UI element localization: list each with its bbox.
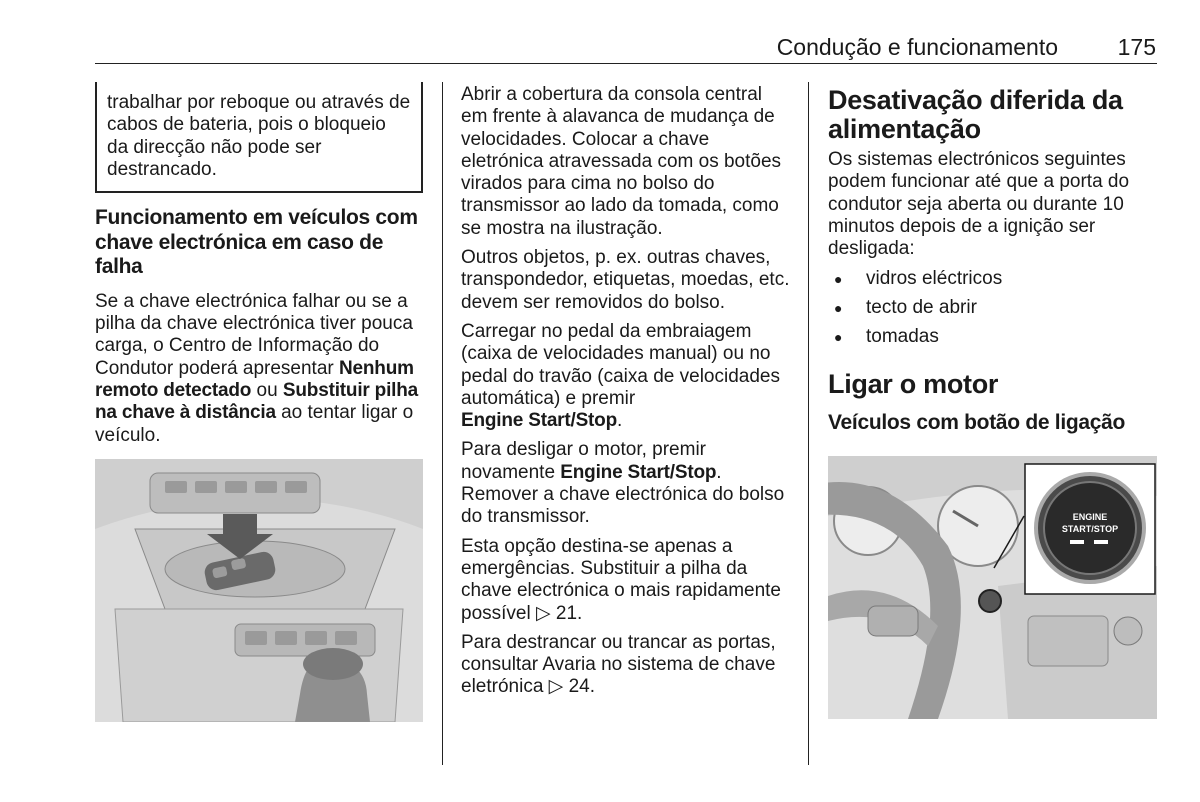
section-title: Condução e funcionamento <box>776 34 1058 60</box>
heading-start-engine: Ligar o motor <box>828 369 999 400</box>
retained-power-list <box>828 268 1158 355</box>
paragraph-remove-objects: Outros objetos, p. ex. outras chaves, transpondedor, etiquetas, moedas, etc. devem ser removidos do bolso. <box>461 247 790 313</box>
page-ref-arrow-icon: ▷ <box>548 676 564 698</box>
paragraph-place-key: Abrir a cobertura da consola central em frente à alavanca de mudança de velocidades. Colocar a chave eletrónica atravessada com os botões virados para cima no bolso do transmissor ao lado da tomada, como se mostra na ilustração. <box>461 84 782 239</box>
page-reference[interactable]: 24 <box>568 676 590 698</box>
list-item: ● vidros eléctricos <box>828 268 1158 297</box>
paragraph-retained-power: Os sistemas electrónicos seguintes podem funcionar até que a porta do condutor seja aberta ou durante 10 minutos depois de a ignição ser desligada: <box>828 149 1130 260</box>
column-2 <box>461 84 793 706</box>
list-item: ● tecto de abrir <box>828 297 1158 326</box>
paragraph-emergency-only: Esta opção destina-se apenas a emergências. Substituir a pilha da chave electrónica o mais rapidamente possível ▷ 21. <box>461 535 782 624</box>
page-ref-arrow-icon: ▷ <box>535 602 551 624</box>
engine-button-label-line1: ENGINE <box>1072 512 1108 522</box>
paragraph-unlock-doors: Para destrancar ou trancar as portas, consultar Avaria no sistema de chave eletrónica ▷ 24. <box>461 631 776 698</box>
console-pocket-illustration <box>95 459 423 722</box>
header-rule <box>95 63 1157 64</box>
paragraph-key-failure: Se a chave electrónica falhar ou se a pilha da chave electrónica tiver pouca carga, o Centro de Informação do Condutor poderá apresentar Nenhum remoto detectado ou Substituir pilha na chave à distância ao tentar ligar o veículo. <box>95 290 419 446</box>
note-box <box>95 82 423 193</box>
display-message-replace-battery: Substituir pilha na chave à distância <box>95 379 419 424</box>
paragraph-press-pedal: Carregar no pedal da embraiagem (caixa de velocidades manual) ou no pedal do travão (caixa de velocidades automática) e premir Engine Start/Stop. <box>461 320 780 432</box>
engine-start-stop-label: Engine Start/Stop <box>461 410 617 432</box>
subheading-start-button: Veículos com botão de ligação <box>828 411 1126 435</box>
engine-start-stop-label: Engine Start/Stop <box>560 461 717 483</box>
list-item: ● tomadas <box>828 326 1158 355</box>
paragraph-stop-engine: Para desligar o motor, premir novamente Engine Start/Stop. Remover a chave electrónica do bolso do transmissor. <box>461 439 785 528</box>
heading-retained-power: Desativação diferida da alimentação <box>828 85 1123 144</box>
column-divider-2 <box>808 82 809 765</box>
engine-button-label-line2: START/STOP <box>1061 524 1119 534</box>
column-3 <box>828 86 1158 436</box>
subheading-keyless-failure: Funcionamento em veículos com chave electrónica em caso de falha <box>95 206 418 279</box>
column-1 <box>95 206 425 454</box>
page-reference[interactable]: 21 <box>555 602 578 624</box>
column-divider-1 <box>442 82 443 765</box>
page-number: 175 <box>1117 34 1156 60</box>
note-text: trabalhar por reboque ou através de cabos de bateria, pois o bloqueio da direcção não pode ser destrancado. <box>107 92 411 180</box>
display-message-no-remote: Nenhum remoto detectado <box>95 357 414 401</box>
dashboard-drawing <box>828 456 1157 719</box>
console-pocket-drawing <box>95 459 423 722</box>
start-button-illustration <box>828 456 1157 719</box>
